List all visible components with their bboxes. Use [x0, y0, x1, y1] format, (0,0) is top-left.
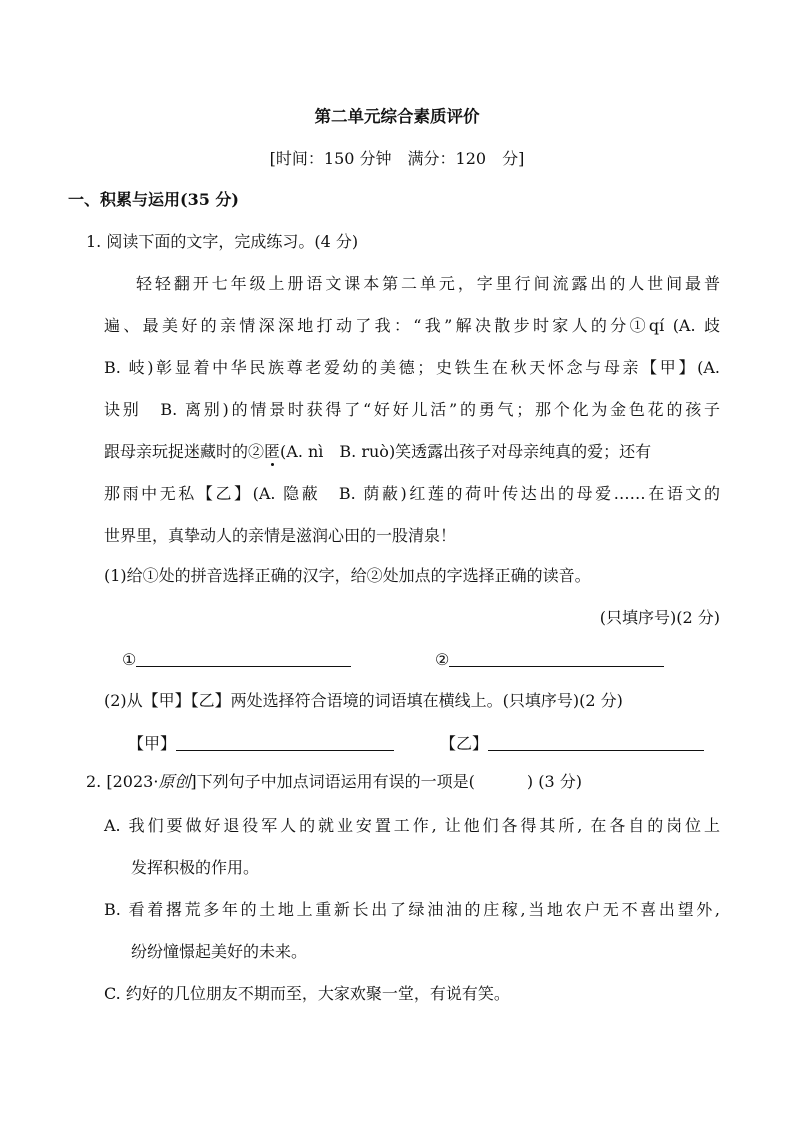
origin-tag: 原创: [158, 772, 191, 791]
dotted-char: 匿: [264, 442, 281, 461]
passage-line-3: B. 岐)彰显着中华民族尊老爱幼的美德；史铁生在秋天怀念与母亲【甲】(A.: [104, 358, 720, 377]
option-a-line-1: A. 我们要做好退役军人的就业安置工作, 让他们各得其所, 在各自的岗位上: [104, 816, 720, 835]
answer-blank-jia[interactable]: [176, 732, 394, 751]
answer-blank-2[interactable]: [449, 648, 664, 667]
exam-meta: [时间：150 分钟 满分：120 分]: [269, 149, 525, 168]
question-2-stem-b: ) (3 分): [526, 772, 583, 791]
answer-row-yi: [440, 732, 704, 755]
option-c-line-1: C. 约好的几位朋友不期而至，大家欢聚一堂，有说有笑。: [104, 984, 510, 1003]
page-title: 第二单元综合素质评价: [314, 107, 480, 126]
answer-blank-yi[interactable]: [488, 732, 704, 751]
passage-line-5-part-a: 跟母亲玩捉迷藏时的②: [104, 442, 265, 461]
passage-line-4: 诀别 B. 离别)的情景时获得了“好好儿活”的勇气；那个化为金色花的孩子: [104, 400, 720, 419]
blank-label-jia: 【甲】: [128, 734, 177, 753]
blank-label-2: ②: [435, 650, 450, 669]
answer-blank-1[interactable]: [136, 648, 351, 667]
subquestion-2-text: (2)从【甲】【乙】两处选择符合语境的词语填在横线上。(只填序号)(2 分): [104, 691, 623, 710]
subquestion-1-text: (1)给①处的拼音选择正确的汉字，给②处加点的字选择正确的读音。: [104, 566, 591, 585]
answer-row-jia: [128, 732, 394, 755]
passage-line-5-part-b: (A. nì B. ruò)笑透露出孩子对母亲纯真的爱；还有: [280, 442, 652, 461]
question-2-stem-a: ]下列句子中加点词语运用有误的一项是(: [190, 772, 475, 791]
answer-row-2: [435, 648, 664, 671]
blank-label-yi: 【乙】: [440, 734, 489, 753]
blank-label-1: ①: [122, 650, 137, 669]
option-a-line-2: 发挥积极的作用。: [131, 858, 260, 877]
passage-line-2: 遍、最美好的亲情深深地打动了我：“我”解决散步时家人的分①qí (A. 歧: [104, 316, 720, 335]
passage-line-5: [104, 441, 720, 463]
question-1-stem: 1. 阅读下面的文字，完成练习。(4 分): [86, 232, 359, 251]
question-2-stem: [86, 771, 582, 793]
passage-line-7: 世界里，真挚动人的亲情是滋润心田的一股清泉！: [104, 526, 457, 545]
passage-line-6: 那雨中无私【乙】(A. 隐蔽 B. 荫蔽)红莲的荷叶传达出的母爱……在语文的: [104, 484, 720, 503]
answer-row-1: [122, 648, 351, 671]
option-b-line-1: B. 看着撂荒多年的土地上重新长出了绿油油的庄稼,当地农户无不喜出望外,: [104, 900, 720, 919]
option-b-line-2: 纷纷憧憬起美好的未来。: [131, 942, 308, 961]
subquestion-1-score: (只填序号)(2 分): [599, 608, 720, 627]
section-heading: 一、积累与运用(35 分): [68, 190, 239, 209]
passage-line-1: 轻轻翻开七年级上册语文课本第二单元，字里行间流露出的人世间最普: [136, 274, 720, 293]
question-2-prefix: 2. [2023·: [86, 772, 159, 791]
